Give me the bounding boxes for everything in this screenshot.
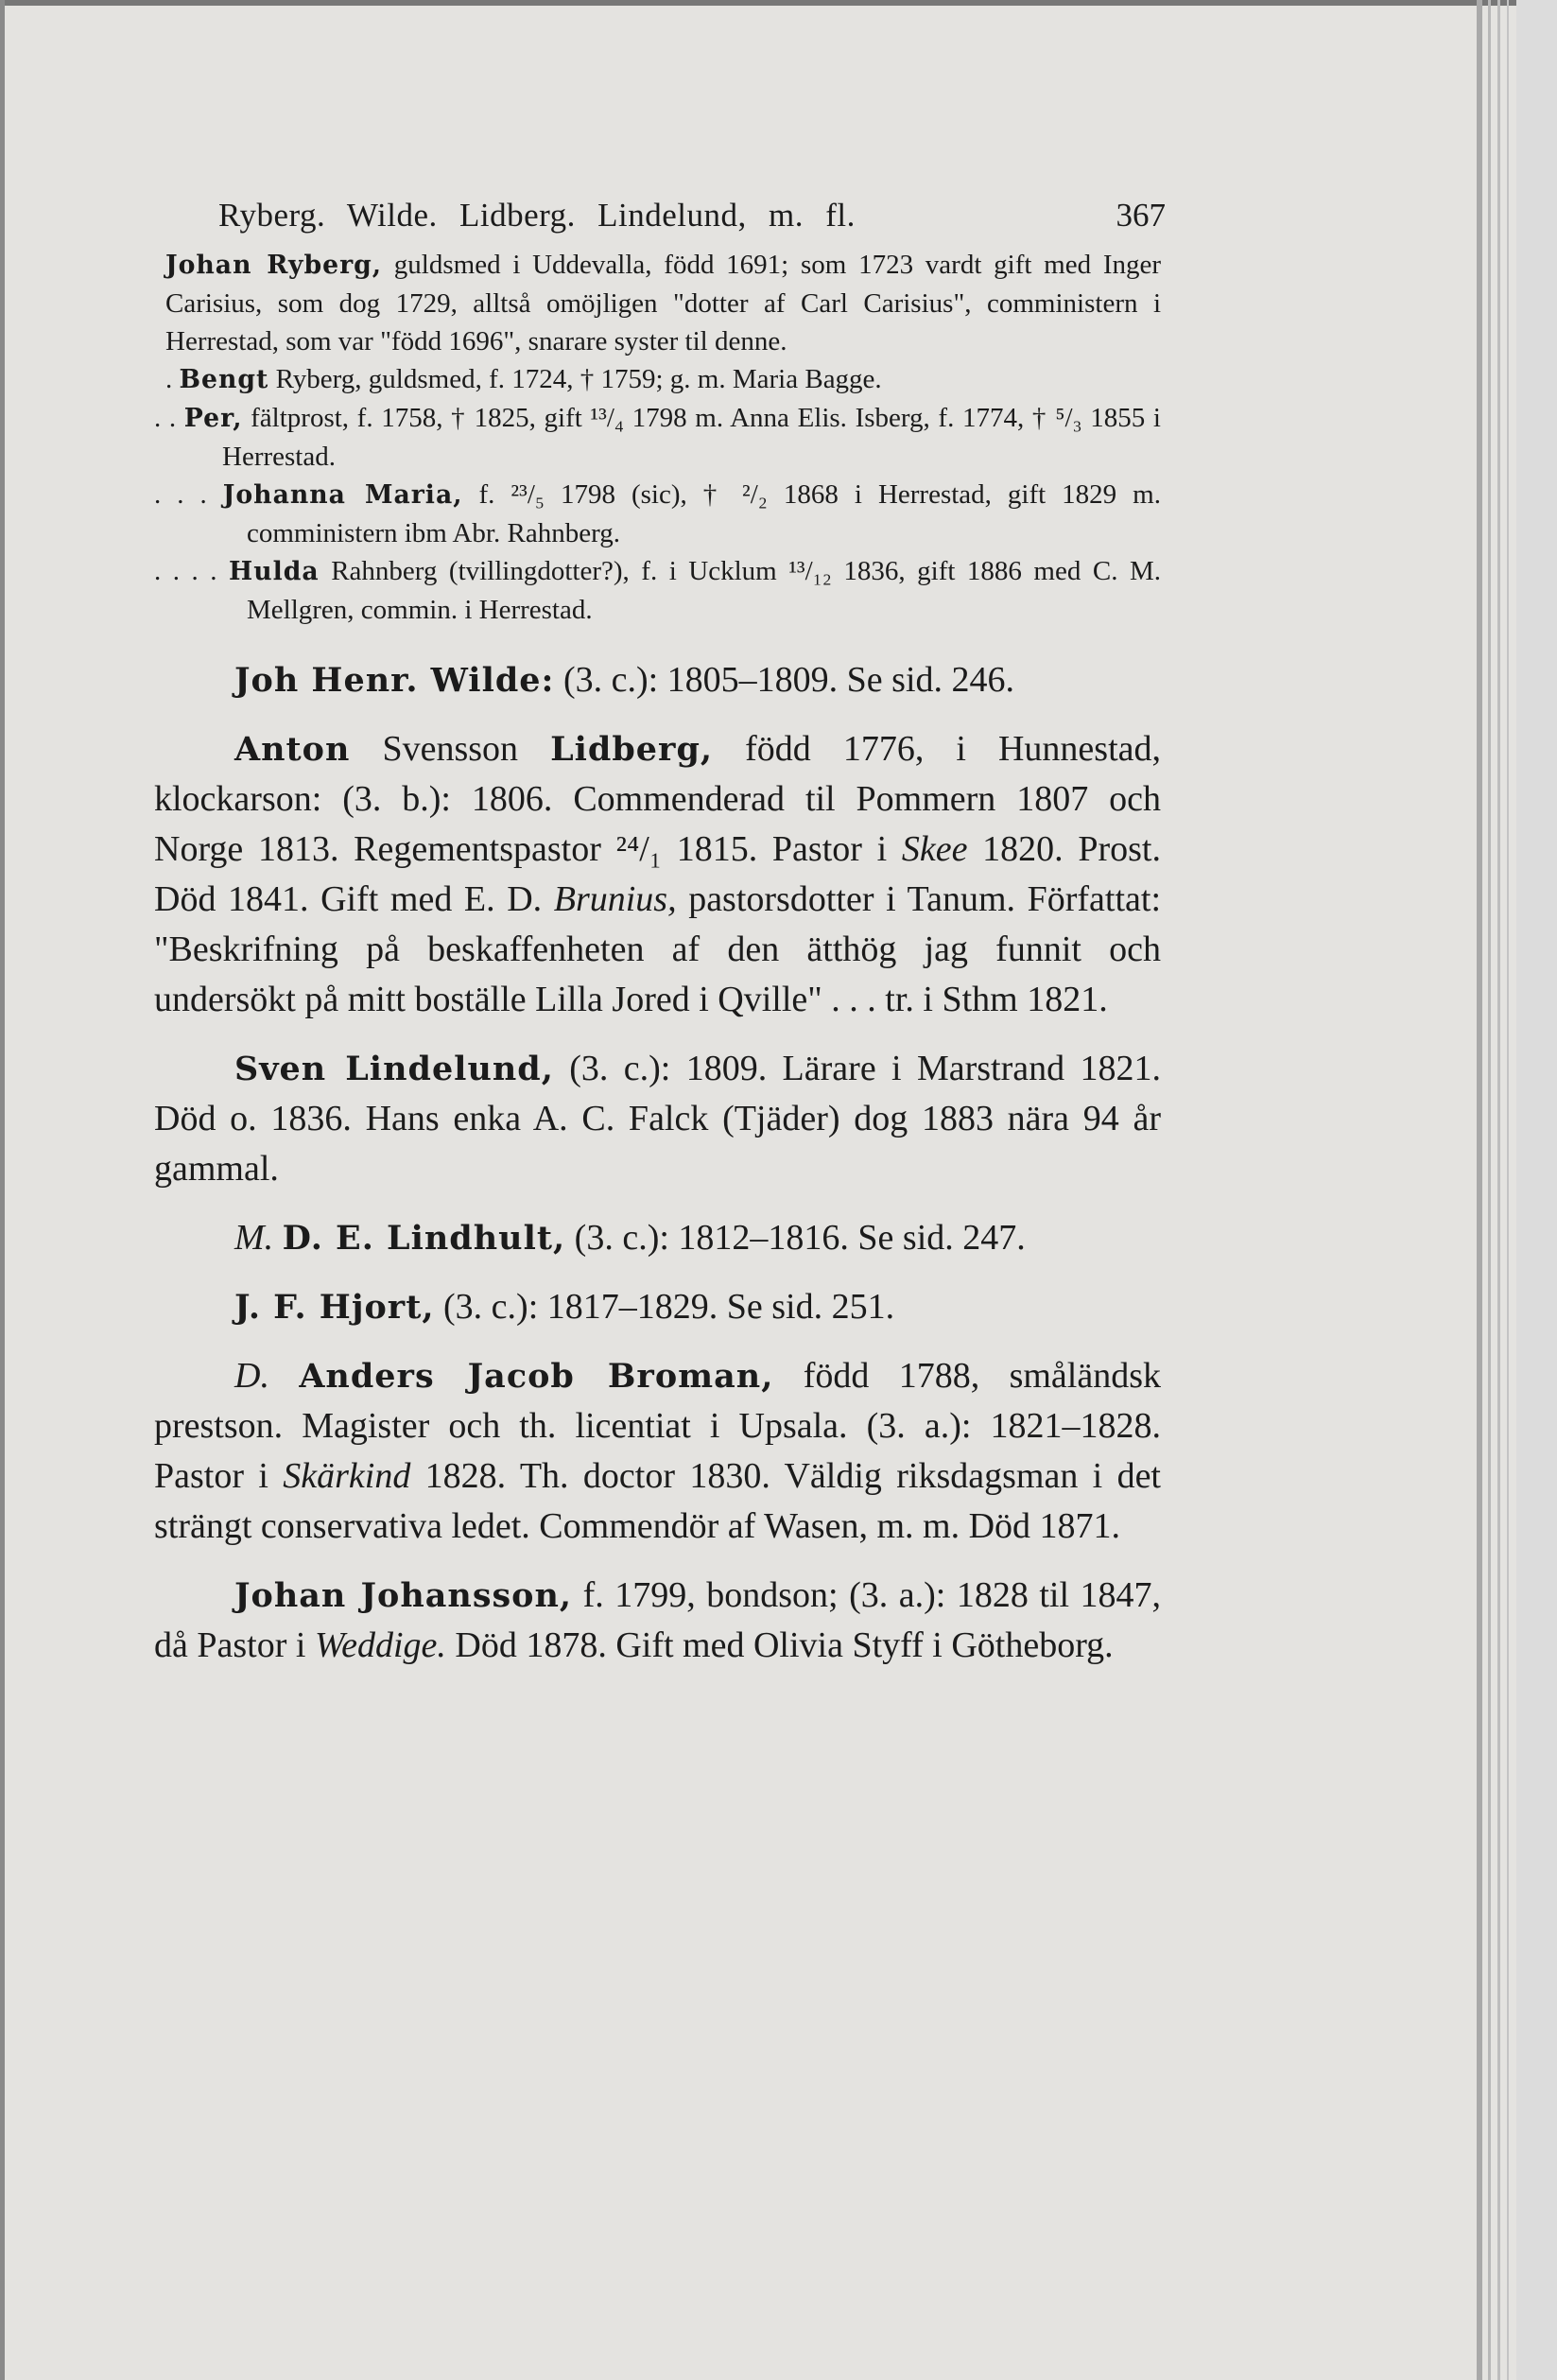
genealogy-entry <box>154 476 1161 552</box>
page-edge-right <box>1477 0 1482 2380</box>
entry-name: Johanna Maria, <box>222 480 463 510</box>
genealogy-entry <box>154 360 1161 399</box>
page-edge-right <box>1497 0 1500 2380</box>
entry-text: Ryberg, guldsmed, f. 1724, † 1759; g. m. Maria Bagge. <box>268 364 882 394</box>
book-page <box>154 189 1166 1671</box>
entry-name: Sven Lindelund, <box>234 1050 554 1088</box>
entry-dots: . . . <box>154 479 223 510</box>
place-name: Weddige. <box>314 1625 446 1665</box>
entry-text: 1820. Prost. Död 1841. Gift med E. D. <box>154 829 1161 919</box>
biography-entry <box>154 1044 1161 1194</box>
entry-text: Död 1878. Gift med Olivia Styff i Götheborg. <box>445 1625 1114 1665</box>
entry-name: D. E. Lindhult, <box>282 1219 566 1258</box>
entry-name: Anders Jacob Broman, <box>299 1357 774 1396</box>
entry-text: f. 1799, bondson; (3. a.): 1828 til 1847, då Pastor i <box>154 1575 1161 1665</box>
genealogy-entry <box>154 399 1161 476</box>
place-name: Skee <box>901 829 968 869</box>
entry-name: Per, <box>183 404 243 433</box>
entry-surname: Lidberg, <box>550 730 714 769</box>
biography-entry <box>154 655 1161 705</box>
genealogy-block <box>154 246 1161 629</box>
entry-dots: . <box>165 364 180 394</box>
place-name: Skärkind <box>283 1456 411 1496</box>
entry-text: född 1776, i Hunnestad, klockarson: (3. b.): 1806. Commenderad til Pommern 1807 och Norge 1813. Regementspastor ²⁴/₁ 1815. Pastor i <box>154 729 1161 869</box>
entry-name: J. F. Hjort, <box>234 1288 435 1327</box>
entry-name: Johan Ryberg, <box>165 251 383 280</box>
entry-text: guldsmed i Uddevalla, född 1691; som 1723 vardt gift med Inger Carisius, som dog 1729, alltså omöjligen "dotter af Carl Carisius", comministern i Herrestad, som var "född 1696", snarare syster til denne. <box>165 250 1162 356</box>
entry-name: Bengt <box>179 365 269 394</box>
page-edge-right <box>1488 0 1491 2380</box>
biography-entry <box>154 1571 1161 1671</box>
entry-text: född 1788, småländsk prestson. Magister och th. licentiat i Upsala. (3. a.): 1821–1828. Pastor i <box>154 1356 1162 1496</box>
entry-text: Rahnberg (tvillingdotter?), f. i Ucklum ¹³/₁₂ 1836, gift 1886 med C. M. Mellgren, commin. i Herrestad. <box>247 556 1161 625</box>
page-edge-left <box>0 0 5 2380</box>
entry-text: pastorsdotter i Tanum. Författat: "Beskrifning på beskaffenheten af den ätthög jag funnit och undersökt på mitt boställe Lilla Jored i Qville" . . . tr. i Sthm 1821. <box>154 879 1161 1019</box>
biography-entry <box>154 1351 1161 1552</box>
entry-text: (3. c.): 1809. Lärare i Marstrand 1821. Död o. 1836. Hans enka A. C. Falck (Tjäder) dog 1883 nära 94 år gammal. <box>154 1049 1161 1189</box>
page-number: 367 <box>1116 197 1166 234</box>
biography-entry <box>154 1282 1161 1332</box>
entry-prefix: M. <box>234 1218 274 1258</box>
page-edge-right <box>1516 0 1557 2380</box>
entry-text: Svensson <box>350 729 551 769</box>
entry-prefix: D. <box>234 1356 269 1396</box>
entry-text: fältprost, f. 1758, † 1825, gift ¹³/₄ 1798 m. Anna Elis. Isberg, f. 1774, † ⁵/₃ 1855 i Herrestad. <box>222 403 1161 472</box>
page-edge-top <box>0 0 1557 6</box>
entry-name: Hulda <box>229 557 320 586</box>
running-head <box>154 189 1166 246</box>
running-head-title: Ryberg. Wilde. Lidberg. Lindelund, m. fl. <box>218 197 856 234</box>
entry-dots: . . <box>154 403 184 433</box>
entry-text: (3. c.): 1805–1809. Se sid. 246. <box>554 660 1015 700</box>
entry-name: Joh Henr. Wilde: <box>234 661 555 700</box>
genealogy-entry <box>154 552 1161 629</box>
entry-text: 1828. Th. doctor 1830. Väldig riksdagsman i det strängt conservativa ledet. Commendör af Wasen, m. m. Död 1871. <box>154 1456 1161 1546</box>
biography-entry <box>154 724 1161 1025</box>
entry-name: Johan Johansson, <box>234 1576 573 1615</box>
genealogy-entry <box>154 246 1161 360</box>
entry-name: Anton <box>234 730 351 769</box>
person-name: Brunius, <box>553 879 677 919</box>
page-edge-right <box>1507 0 1509 2380</box>
entry-text: (3. c.): 1812–1816. Se sid. 247. <box>565 1218 1026 1258</box>
entry-text: (3. c.): 1817–1829. Se sid. 251. <box>434 1287 895 1327</box>
biography-entry <box>154 1213 1161 1263</box>
entry-text: f. ²³/₅ 1798 (sic), † ²/₂ 1868 i Herrestad, gift 1829 m. comministern ibm Abr. Rahnberg. <box>247 479 1161 548</box>
entry-dots: . . . . <box>154 556 230 586</box>
